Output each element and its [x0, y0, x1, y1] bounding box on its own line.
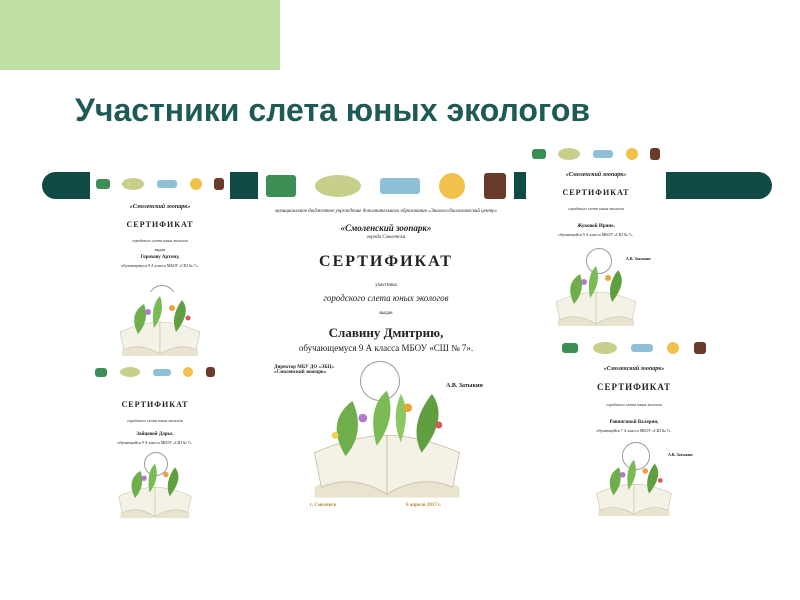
recipient-school: обучающейся 9 А класса МБОУ «СШ № 7». [117, 440, 193, 445]
zoo-name: «Смоленский зоопарк» [565, 172, 627, 178]
role-label: участника [375, 283, 397, 288]
recipient-name: Горохову Артему, [140, 255, 180, 260]
recipient-school: обучающейся 7 А класса МБОУ «СШ № 7». [596, 428, 672, 433]
date-label: 6 апреля 2017 г. [406, 503, 442, 508]
logo-strip [90, 176, 230, 192]
logo-icon [562, 343, 578, 353]
certificate-bottom-right [556, 338, 712, 520]
place-label: г. Смоленск [310, 503, 337, 508]
zoo-name: «Смоленский зоопарк» [340, 223, 432, 233]
event-name: городского слета юных экологов [132, 238, 188, 243]
director-title: Директор МБУ ДО «ЭБЦ» «Смоленский зоопарк» [274, 365, 335, 375]
certificate-heading: СЕРТИФИКАТ [319, 253, 453, 270]
event-name: городского слета юных экологов [127, 418, 183, 423]
signer-name: А.В. Затыкин [626, 256, 651, 261]
recipient-school: обучающейся 9 А класса МБОУ «СШ № 7». [558, 232, 634, 237]
recipient-school: обучающемуся 9 А класса МБОУ «СШ № 7». [121, 263, 199, 268]
logo-icon [315, 175, 361, 197]
logo-icon [214, 178, 224, 190]
logo-icon [153, 369, 171, 376]
logo-icon [558, 148, 580, 160]
certificate-heading: СЕРТИФИКАТ [596, 382, 672, 392]
recipient-name: Жуковой Ирине, [577, 224, 615, 229]
logo-strip [556, 340, 712, 356]
logo-strip [258, 169, 514, 203]
logo-strip [526, 146, 666, 162]
logo-icon [593, 150, 613, 158]
signer-name: А.В. Затыкин [668, 452, 693, 457]
certificate-main [258, 165, 514, 515]
logo-icon [266, 175, 296, 197]
logo-icon [380, 178, 420, 194]
logo-icon [157, 180, 177, 188]
recipient-name: Зайцевой Дарье, [136, 432, 174, 437]
logo-icon [650, 148, 660, 160]
logo-icon [694, 342, 706, 354]
certificate-top-left [90, 172, 230, 360]
logo-icon [532, 149, 546, 159]
city-name: города Смоленска [366, 235, 406, 240]
certificate-bottom-left [90, 362, 220, 522]
book-illustration [100, 460, 210, 520]
logo-icon [96, 179, 110, 189]
book-illustration [546, 262, 646, 328]
logo-icon [484, 173, 506, 199]
logo-icon [631, 344, 653, 352]
logo-icon [667, 342, 679, 354]
recipient-school: обучающемуся 9 А класса МБОУ «СШ № 7». [298, 343, 474, 353]
organization-name: муниципальное бюджетное учреждение дополнительного образования «Эколого-биологический центр» [274, 209, 498, 214]
logo-icon [120, 367, 140, 377]
certificate-heading: СЕРТИФИКАТ [121, 400, 189, 409]
certificate-top-right [526, 144, 666, 330]
recipient-name: Ровнягиной Валерии, [609, 420, 659, 425]
zoo-name: «Смоленский зоопарк» [603, 366, 665, 372]
given-label: выдан [154, 247, 166, 252]
event-name: городского слета юных экологов [568, 206, 624, 211]
logo-strip [90, 365, 220, 379]
book-illustration [578, 456, 690, 518]
event-name: городского слета юных экологов [606, 402, 662, 407]
logo-icon [206, 367, 215, 377]
slide-title: Участники слета юных экологов [75, 92, 591, 128]
signer-name: А.В. Затыкин [446, 383, 483, 389]
logo-icon [95, 368, 107, 377]
certificate-heading: СЕРТИФИКАТ [126, 220, 194, 229]
given-label: выдан [379, 311, 393, 316]
recipient-name: Славину Дмитрию, [328, 325, 444, 340]
certificate-heading: СЕРТИФИКАТ [562, 188, 630, 197]
green-corner-block [0, 0, 280, 70]
book-illustration [110, 292, 210, 358]
zoo-name: «Смоленский зоопарк» [129, 204, 191, 210]
logo-icon [626, 148, 638, 160]
logo-icon [122, 178, 144, 190]
event-name: городского слета юных экологов [323, 293, 449, 303]
logo-icon [593, 342, 617, 354]
book-illustration [282, 387, 492, 501]
logo-icon [439, 173, 465, 199]
logo-icon [183, 367, 193, 377]
logo-icon [190, 178, 202, 190]
